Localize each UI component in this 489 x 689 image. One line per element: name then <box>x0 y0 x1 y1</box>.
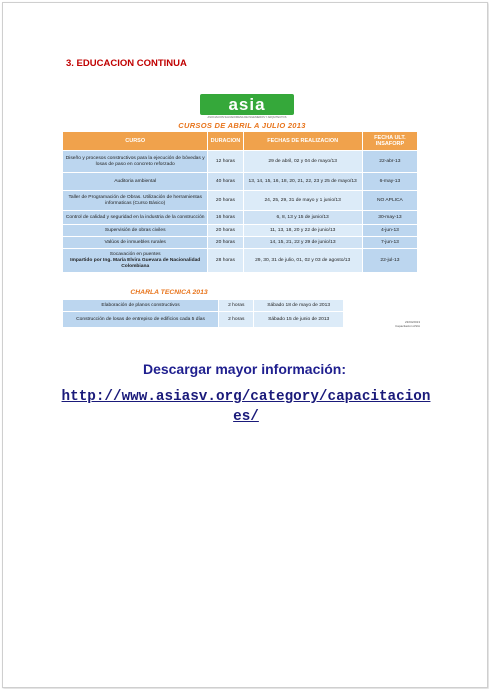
charla-title: CHARLA TECNICA 2013 <box>62 289 276 298</box>
course-dates: 11, 13, 18, 20 y 22 de junio/13 <box>243 225 362 237</box>
logo-text: asia <box>228 95 266 114</box>
course-duration: 12 horas <box>208 151 243 173</box>
course-name <box>63 249 208 273</box>
header-fechas: FECHAS DE REALIZACION <box>243 132 362 151</box>
course-name: Valúos de inmuebles rurales <box>63 237 208 249</box>
course-dates: 24, 25, 29, 31 de mayo y 1 junio/13 <box>243 191 362 211</box>
course-dates: 6, 8, 13 y 15 de junio/13 <box>243 211 362 225</box>
course-name: Auditoria ambiental <box>63 173 208 191</box>
course-dates: 14, 15, 21, 22 y 29 de junio/13 <box>243 237 362 249</box>
course-insaforp: 6-may-13 <box>362 173 417 191</box>
course-instructor: Impartido por Ing. María Elvira Guevara de Nacionalidad Colombiana <box>70 257 201 269</box>
course-name: Diseño y procesos constructivos para la ejecución de bóvedas y losas de paso en concreto reforzado <box>63 151 208 173</box>
course-duration: 40 horas <box>208 173 243 191</box>
charla-table <box>62 299 344 328</box>
course-name: Control de calidad y seguridad en la industria de la construcción <box>63 211 208 225</box>
course-insaforp: 22-jul-13 <box>362 249 417 273</box>
charla-name: Elaboración de planos constructivos <box>63 300 219 312</box>
courses-flyer-image <box>60 92 424 338</box>
download-heading: Descargar mayor información: <box>142 361 347 377</box>
course-duration: 20 horas <box>208 237 243 249</box>
course-duration: 16 horas <box>208 211 243 225</box>
course-dates: 13, 14, 15, 16, 18, 20, 21, 22, 23 y 25 de mayo/13 <box>243 173 362 191</box>
table-row <box>63 249 418 273</box>
download-link[interactable]: http://www.asiasv.org/category/capacitaciones/ <box>61 389 431 425</box>
charla-date: Sábado 15 de junio de 2013 <box>254 312 344 328</box>
course-dates: 29, 30, 31 de julio, 01, 02 y 03 de agosto/13 <box>243 249 362 273</box>
table-row <box>63 300 344 312</box>
course-name: Taller de Programación de Obras. Utilización de herramientas informaticas (Curso Básico) <box>63 191 208 211</box>
table-row <box>63 312 344 328</box>
table-row <box>63 151 418 173</box>
table-row <box>63 237 418 249</box>
charla-duration: 2 horas <box>219 300 254 312</box>
course-insaforp: 4-jun-13 <box>362 225 417 237</box>
course-name-main: Socavación en puentes <box>109 251 161 257</box>
table-header-row <box>63 132 418 151</box>
table-row <box>63 211 418 225</box>
course-duration: 28 horas <box>208 249 243 273</box>
header-insaforp: FECHA ULT. INSAFORP <box>362 132 417 151</box>
course-duration: 20 horas <box>208 191 243 211</box>
asia-logo <box>200 94 294 120</box>
charla-name: Construcción de losas de entrepiso de edificios cada 5 días <box>63 312 219 328</box>
charla-date: Sábado 18 de mayo de 2013 <box>254 300 344 312</box>
flyer-footer <box>360 320 420 328</box>
courses-table <box>62 131 418 273</box>
course-insaforp: NO APLICA <box>362 191 417 211</box>
course-dates: 29 de abril, 02 y 04 de mayo/13 <box>243 151 362 173</box>
course-insaforp: 22-abr-13 <box>362 151 417 173</box>
table-row <box>63 173 418 191</box>
course-name: Supervisión de obras civiles <box>63 225 208 237</box>
header-duracion: DURACION <box>208 132 243 151</box>
course-insaforp: 30-may-13 <box>362 211 417 225</box>
header-curso: CURSO <box>63 132 208 151</box>
section-title: 3. EDUCACION CONTINUA <box>66 58 187 69</box>
logo-subtitle: ASOCIACION SALVADOREÑA DE INGENIEROS Y ARQUITECTOS <box>207 116 287 119</box>
logo-box <box>200 94 294 115</box>
charla-duration: 2 horas <box>219 312 254 328</box>
course-insaforp: 7-jun-13 <box>362 237 417 249</box>
footer-date: 23/04/2013 <box>404 320 420 324</box>
table-row <box>63 191 418 211</box>
flyer-title: CURSOS DE ABRIL A JULIO 2013 <box>178 121 306 130</box>
table-row <box>63 225 418 237</box>
course-duration: 20 horas <box>208 225 243 237</box>
footer-note: Capacitación ASIA <box>395 324 420 328</box>
